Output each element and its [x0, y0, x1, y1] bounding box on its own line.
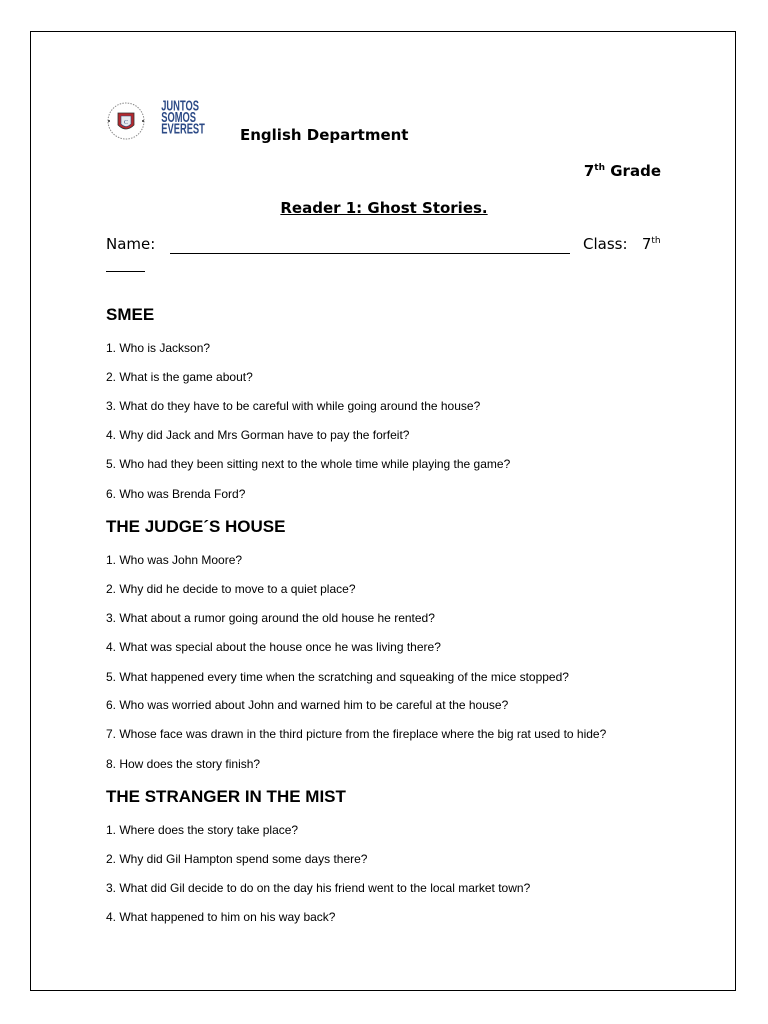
grade-number: 7 — [583, 162, 595, 180]
question-item: 6. Who was Brenda Ford? — [106, 487, 246, 501]
question-item: 4. What happened to him on his way back? — [106, 910, 336, 924]
section-title-stranger-in-the-mist: THE STRANGER IN THE MIST — [106, 787, 346, 806]
section-title-smee: SMEE — [106, 305, 155, 324]
school-logo — [106, 96, 205, 152]
name-field-line[interactable] — [170, 253, 570, 254]
department-heading: English Department — [240, 126, 409, 144]
grade-word: Grade — [610, 162, 661, 180]
reader-title — [0, 199, 768, 217]
question-item: 2. Why did he decide to move to a quiet place? — [106, 582, 356, 596]
question-item: 6. Who was worried about John and warned him to be careful at the house? — [106, 698, 509, 712]
logo-line-1: JUNTOS — [161, 97, 200, 114]
question-item: 3. What did Gil decide to do on the day his friend went to the local market town? — [106, 881, 531, 895]
logo-line-3: EVEREST — [161, 120, 205, 138]
class-field-line[interactable] — [106, 271, 145, 272]
name-label: Name: — [106, 235, 156, 253]
class-number: 7 — [641, 235, 652, 253]
logo-line-2: SOMOS — [161, 108, 197, 126]
question-item: 3. What about a rumor going around the old house he rented? — [106, 611, 435, 625]
question-item: 3. What do they have to be careful with while going around the house? — [106, 399, 481, 413]
question-item: 5. What happened every time when the scratching and squeaking of the mice stopped? — [106, 670, 569, 684]
reader-title-text: Reader 1: Ghost Stories. — [280, 199, 488, 217]
question-item: 1. Who was John Moore? — [106, 553, 243, 567]
grade-suffix: th — [594, 163, 606, 173]
class-label-text: Class: — [583, 235, 628, 253]
question-item: 1. Who is Jackson? — [106, 341, 211, 355]
section-title-judges-house: THE JUDGE´S HOUSE — [106, 517, 286, 536]
class-label — [583, 235, 661, 253]
question-item: 2. What is the game about? — [106, 370, 253, 384]
question-item: 4. Why did Jack and Mrs Gorman have to pay the forfeit? — [106, 428, 410, 442]
question-item: 2. Why did Gil Hampton spend some days there? — [106, 852, 368, 866]
class-suffix: th — [651, 236, 661, 246]
grade-label — [584, 162, 661, 180]
svg-text:C: C — [123, 120, 129, 126]
question-item: 8. How does the story finish? — [106, 757, 261, 771]
question-item: 7. Whose face was drawn in the third picture from the fireplace where the big rat used to hide? — [106, 727, 607, 741]
question-item: 4. What was special about the house once he was living there? — [106, 640, 441, 654]
question-item: 5. Who had they been sitting next to the whole time while playing the game? — [106, 457, 511, 471]
question-item: 1. Where does the story take place? — [106, 823, 299, 837]
